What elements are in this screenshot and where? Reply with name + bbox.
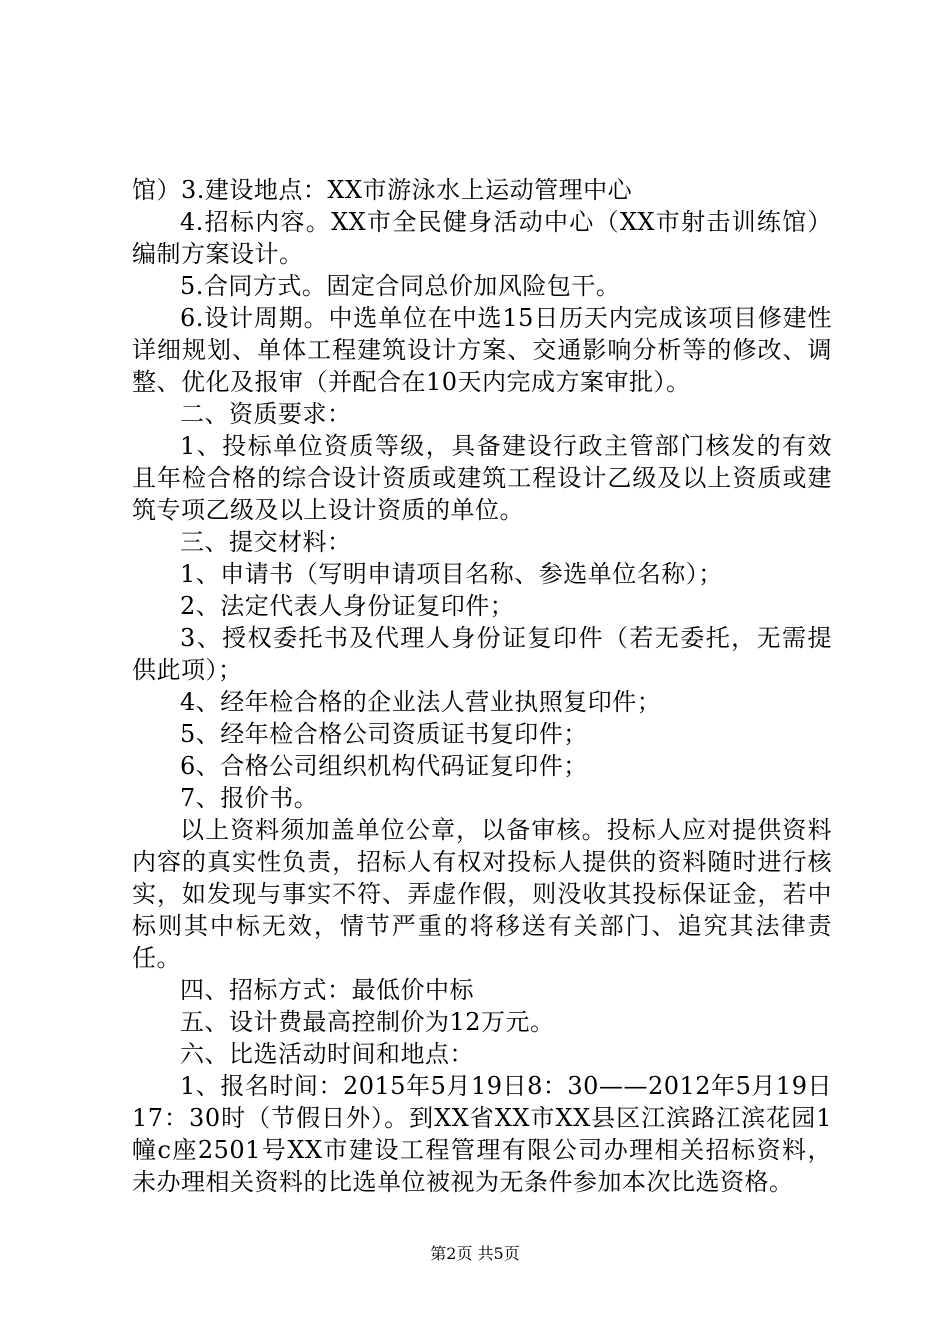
page-number-footer: 第2页 共5页 xyxy=(430,1244,520,1263)
list-item-material-2: 2、法定代表人身份证复印件； xyxy=(180,592,515,620)
list-item-material-5: 5、经年检合格公司资质证书复印件； xyxy=(180,720,588,748)
paragraph-design-period: 6.设计周期。中选单位在中选15日历天内完成该项目修建性详细规划、单体工程建筑设计方案、交通影响分析等的修改、调整、优化及报审（并配合在10天内完成方案审批）。 xyxy=(132,304,832,396)
list-item-material-4: 4、经年检合格的企业法人营业执照复印件； xyxy=(180,688,662,716)
document-body xyxy=(132,174,832,1198)
section-heading-bidding-method: 四、招标方式：最低价中标 xyxy=(180,976,474,1004)
paragraph-registration-time: 1、报名时间：2015年5月19日8：30——2012年5月19日17：30时（节假日外）。到XX省XX市XX县区江滨路江滨花园1幢c座2501号XX市建设工程管理有限公司办理相关招标资料，未办理相关资料的比选单位被视为无条件参加本次比选资格。 xyxy=(132,1072,832,1196)
list-item-material-1: 1、申请书（写明申请项目名称、参选单位名称）； xyxy=(180,560,723,588)
list-item-material-7: 7、报价书。 xyxy=(180,784,319,812)
section-heading-qualification: 二、资质要求： xyxy=(180,400,352,428)
paragraph-tender-content: 4.招标内容。XX市全民健身活动中心（XX市射击训练馆）编制方案设计。 xyxy=(132,208,832,268)
section-heading-materials: 三、提交材料： xyxy=(180,528,352,556)
section-heading-time-place: 六、比选活动时间和地点： xyxy=(180,1040,474,1068)
list-item-material-3: 3、授权委托书及代理人身份证复印件（若无委托，无需提供此项）； xyxy=(132,624,832,684)
paragraph-building-location: 馆）3.建设地点：XX市游泳水上运动管理中心 xyxy=(132,176,633,204)
section-heading-design-fee: 五、设计费最高控制价为12万元。 xyxy=(180,1008,555,1036)
paragraph-qualification-1: 1、投标单位资质等级，具备建设行政主管部门核发的有效且年检合格的综合设计资质或建筑工程设计乙级及以上资质或建筑专项乙级及以上设计资质的单位。 xyxy=(132,432,832,524)
list-item-material-6: 6、合格公司组织机构代码证复印件； xyxy=(180,752,588,780)
paragraph-contract-method: 5.合同方式。固定合同总价加风险包干。 xyxy=(180,272,621,300)
paragraph-materials-note: 以上资料须加盖单位公章，以备审核。投标人应对提供资料内容的真实性负责，招标人有权对投标人提供的资料随时进行核实，如发现与事实不符、弄虚作假，则没收其投标保证金，若中标则其中标无效，情节严重的将移送有关部门、追究其法律责任。 xyxy=(132,816,832,972)
